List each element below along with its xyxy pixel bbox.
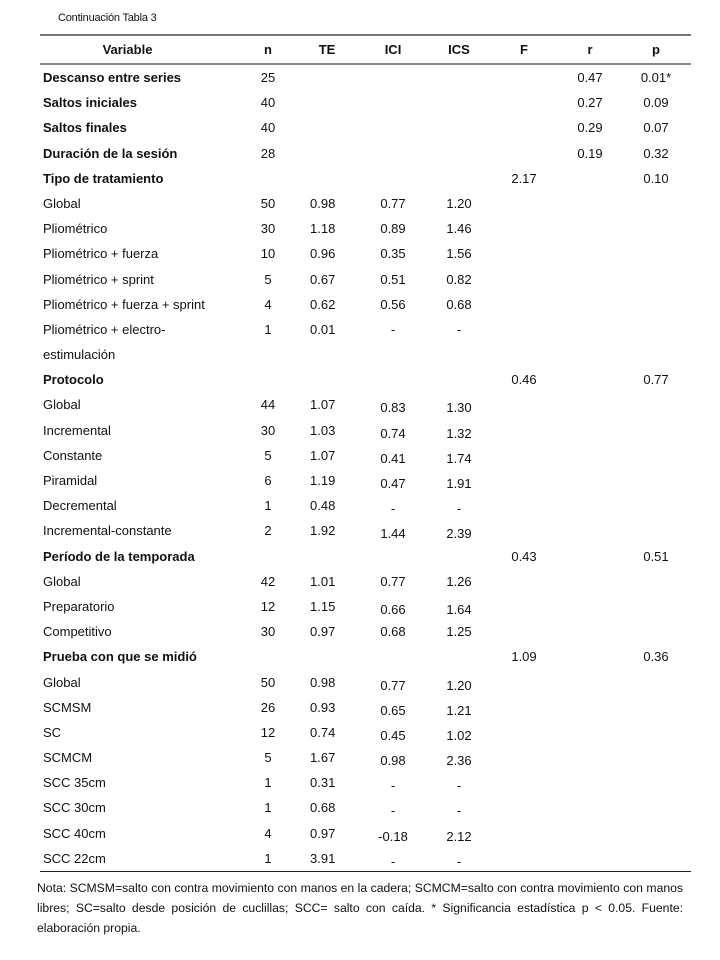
cell-ici: 0.65	[380, 702, 406, 718]
cell-ici: 0.98	[380, 753, 406, 769]
cell-f: 2.17	[511, 170, 537, 186]
header-f: F	[520, 42, 528, 57]
cell-r: 0.27	[577, 95, 603, 111]
cell-n: 6	[264, 473, 272, 488]
cell-variable: Global	[43, 195, 81, 211]
cell-variable: Global	[43, 397, 81, 413]
table-row	[40, 720, 691, 745]
header-te: TE	[318, 42, 336, 57]
cell-r: 0.19	[577, 145, 603, 161]
table-row	[40, 821, 691, 846]
cell-n: 4	[264, 825, 272, 841]
cell-ici: 0.77	[380, 677, 406, 693]
cell-te: 0.68	[310, 800, 336, 816]
cell-n: 1	[264, 498, 272, 514]
cell-n: 1	[264, 800, 272, 816]
table-row	[40, 342, 691, 367]
cell-ics: 0.68	[446, 296, 472, 312]
cell-te: 0.98	[310, 195, 336, 211]
cell-variable: Pliométrico + sprint	[43, 271, 154, 287]
table-row	[40, 115, 691, 140]
cell-ics: 1.56	[446, 246, 472, 262]
cell-te: 0.97	[310, 624, 336, 640]
cell-ici: 0.35	[380, 246, 406, 262]
cell-ici: 0.83	[380, 400, 406, 416]
cell-ics: -	[456, 778, 462, 794]
cell-r: 0.47	[577, 70, 603, 85]
cell-ici: 0.77	[380, 195, 406, 211]
table-row	[40, 594, 691, 619]
cell-te: 0.74	[310, 724, 336, 740]
cell-ici: 0.41	[380, 450, 406, 466]
cell-n: 40	[260, 120, 276, 136]
cell-ics: -	[456, 501, 462, 517]
cell-p: 0.77	[643, 372, 669, 388]
table-row	[40, 317, 691, 342]
cell-ics: 1.21	[446, 702, 472, 718]
cell-p: 0.32	[643, 145, 669, 161]
cell-ics: 1.64	[446, 601, 472, 617]
table-note: Nota: SCMSM=salto con contra movimiento con manos en la cadera; SCMCM=salto con contra movimiento con manos libres; SC=salto desde posición de cuclillas; SCC= salto con caída. * Significancia estadística p < 0.05. Fuente: elaboración propia.	[37, 881, 683, 935]
cell-variable: Protocolo	[43, 372, 104, 388]
cell-variable: Duración de la sesión	[43, 145, 178, 161]
cell-ics: 1.25	[446, 624, 472, 640]
cell-ics: 1.02	[446, 727, 472, 743]
table-row	[40, 392, 691, 417]
cell-r: 0.29	[577, 120, 603, 136]
cell-ics: 1.46	[446, 221, 472, 237]
table-row	[40, 518, 691, 543]
cell-p: 0.10	[643, 170, 669, 186]
cell-n: 42	[260, 573, 276, 589]
table-row	[40, 569, 691, 594]
cell-variable: Global	[43, 674, 81, 690]
table-row	[40, 544, 691, 569]
table-row	[40, 846, 691, 871]
cell-ici: -	[390, 803, 396, 819]
cell-n: 12	[260, 724, 276, 740]
cell-p: 0.36	[643, 649, 669, 665]
cell-ics: -	[456, 803, 462, 819]
cell-te: 0.96	[310, 246, 336, 262]
cell-n: 30	[260, 624, 276, 640]
cell-n: 26	[260, 699, 276, 715]
header-r: r	[587, 42, 593, 57]
cell-n: 28	[260, 145, 276, 161]
cell-ics: 1.20	[446, 677, 472, 693]
cell-variable: Tipo de tratamiento	[43, 170, 164, 186]
cell-ics: 1.20	[446, 195, 472, 211]
cell-te: 0.62	[310, 296, 336, 312]
cell-variable: SCC 30cm	[43, 800, 106, 816]
cell-n: 40	[260, 95, 276, 111]
cell-n: 5	[264, 750, 272, 766]
cell-n: 30	[260, 221, 276, 237]
table-row	[40, 644, 691, 669]
cell-ici: 0.89	[380, 221, 406, 237]
table-row	[40, 216, 691, 241]
cell-variable: estimulación	[43, 347, 116, 363]
cell-variable: SCC 22cm	[43, 850, 106, 866]
table-row	[40, 418, 691, 443]
cell-variable: Descanso entre series	[43, 70, 182, 85]
table-row	[40, 267, 691, 292]
cell-f: 0.46	[511, 372, 537, 388]
cell-ici: -	[390, 501, 396, 517]
header-ici: ICI	[384, 42, 402, 57]
cell-variable: SCMCM	[43, 750, 93, 766]
cell-n: 12	[260, 598, 276, 614]
cell-ici: -0.18	[378, 828, 408, 844]
cell-ici: 1.44	[380, 526, 406, 542]
cell-te: 0.97	[310, 825, 336, 841]
cell-ics: 2.39	[446, 526, 472, 542]
cell-variable: Incremental-constante	[43, 523, 172, 539]
cell-te: 0.98	[310, 674, 336, 690]
table-row	[40, 292, 691, 317]
cell-te: 3.91	[310, 850, 336, 866]
header-ics: ICS	[448, 42, 470, 57]
cell-variable: Constante	[43, 447, 103, 463]
cell-variable: Pliométrico + fuerza + sprint	[43, 296, 205, 312]
table-row	[40, 493, 691, 518]
cell-te: 1.07	[310, 397, 336, 413]
cell-p: 0.51	[643, 548, 669, 564]
cell-te: 1.92	[310, 523, 336, 539]
cell-p: 0.07	[643, 120, 669, 136]
cell-te: 0.67	[310, 271, 336, 287]
cell-variable: Pliométrico + fuerza	[43, 246, 159, 262]
cell-ics: 1.26	[446, 573, 472, 589]
cell-ics: 1.74	[446, 450, 472, 466]
cell-ici: 0.77	[380, 573, 406, 589]
cell-ici: -	[390, 321, 396, 337]
cell-n: 1	[264, 321, 272, 337]
table-row	[40, 367, 691, 392]
table-bottom-rule	[40, 871, 691, 872]
cell-ici: -	[390, 778, 396, 794]
table-body	[40, 65, 691, 871]
cell-n: 1	[264, 775, 272, 791]
cell-te: 0.48	[310, 498, 336, 514]
cell-ici: 0.45	[380, 727, 406, 743]
cell-n: 25	[260, 70, 276, 85]
table-row	[40, 619, 691, 644]
cell-te: 1.07	[310, 447, 336, 463]
cell-ici: -	[390, 853, 396, 869]
cell-ics: 2.36	[446, 753, 472, 769]
cell-ics: 2.12	[446, 828, 472, 844]
cell-ici: 0.68	[380, 624, 406, 640]
table-row	[40, 695, 691, 720]
cell-variable: SCC 40cm	[43, 825, 106, 841]
cell-variable: Saltos iniciales	[43, 95, 137, 111]
cell-ici: 0.47	[380, 476, 406, 491]
cell-variable: Decremental	[43, 498, 117, 514]
cell-variable: Preparatorio	[43, 598, 115, 614]
cell-te: 1.67	[310, 750, 336, 766]
table-row	[40, 670, 691, 695]
cell-variable: SCMSM	[43, 699, 92, 715]
cell-ici: 0.74	[380, 425, 406, 441]
cell-te: 0.93	[310, 699, 336, 715]
table-row	[40, 795, 691, 820]
cell-variable: Competitivo	[43, 624, 112, 640]
cell-n: 50	[260, 674, 276, 690]
table-row	[40, 141, 691, 166]
cell-n: 1	[264, 850, 272, 866]
table-row	[40, 166, 691, 191]
table-row	[40, 191, 691, 216]
cell-ics: -	[456, 321, 462, 337]
cell-f: 1.09	[511, 649, 537, 665]
table-row	[40, 745, 691, 770]
cell-ics: 1.32	[446, 425, 472, 441]
cell-variable: Prueba con que se midió	[43, 649, 197, 665]
cell-n: 2	[264, 523, 272, 539]
cell-ici: 0.51	[380, 271, 406, 287]
cell-variable: Saltos finales	[43, 120, 127, 136]
cell-n: 10	[260, 246, 276, 262]
cell-ics: -	[456, 853, 462, 869]
table-row	[40, 770, 691, 795]
cell-n: 5	[264, 271, 272, 287]
header-p: p	[652, 42, 660, 57]
cell-variable: Incremental	[43, 422, 111, 438]
cell-te: 1.18	[310, 221, 336, 237]
table-row	[40, 241, 691, 266]
cell-te: 1.03	[310, 422, 336, 438]
cell-ics: 1.91	[446, 476, 472, 491]
cell-f: 0.43	[511, 548, 537, 564]
cell-variable: SCC 35cm	[43, 775, 106, 791]
cell-ici: 0.56	[380, 296, 406, 312]
table-caption: Continuación Tabla 3	[58, 12, 157, 24]
table-row	[40, 468, 691, 493]
table-row	[40, 443, 691, 468]
cell-variable: Pliométrico + electro-	[43, 321, 166, 337]
cell-variable: Pliométrico	[43, 221, 108, 237]
results-table	[40, 34, 691, 872]
cell-te: 1.01	[310, 573, 336, 589]
header-n: n	[264, 42, 272, 57]
cell-n: 44	[260, 397, 276, 413]
cell-te: 0.31	[310, 775, 336, 791]
cell-te: 0.01	[310, 321, 336, 337]
cell-n: 4	[264, 296, 272, 312]
table-row	[40, 90, 691, 115]
table-row	[40, 65, 691, 90]
cell-te: 1.19	[310, 473, 336, 488]
cell-ics: 1.30	[446, 400, 472, 416]
cell-n: 5	[264, 447, 272, 463]
cell-te: 1.15	[310, 598, 336, 614]
cell-variable: Piramidal	[43, 473, 98, 488]
cell-ics: 0.82	[446, 271, 472, 287]
cell-n: 50	[260, 195, 276, 211]
cell-p: 0.09	[643, 95, 669, 111]
header-variable: Variable	[102, 42, 153, 57]
cell-p: 0.01*	[640, 70, 672, 85]
cell-n: 30	[260, 422, 276, 438]
cell-variable: Global	[43, 573, 81, 589]
cell-variable: Período de la temporada	[43, 548, 195, 564]
cell-variable: SC	[43, 724, 62, 740]
cell-ici: 0.66	[380, 601, 406, 617]
table-header-row	[40, 36, 691, 63]
